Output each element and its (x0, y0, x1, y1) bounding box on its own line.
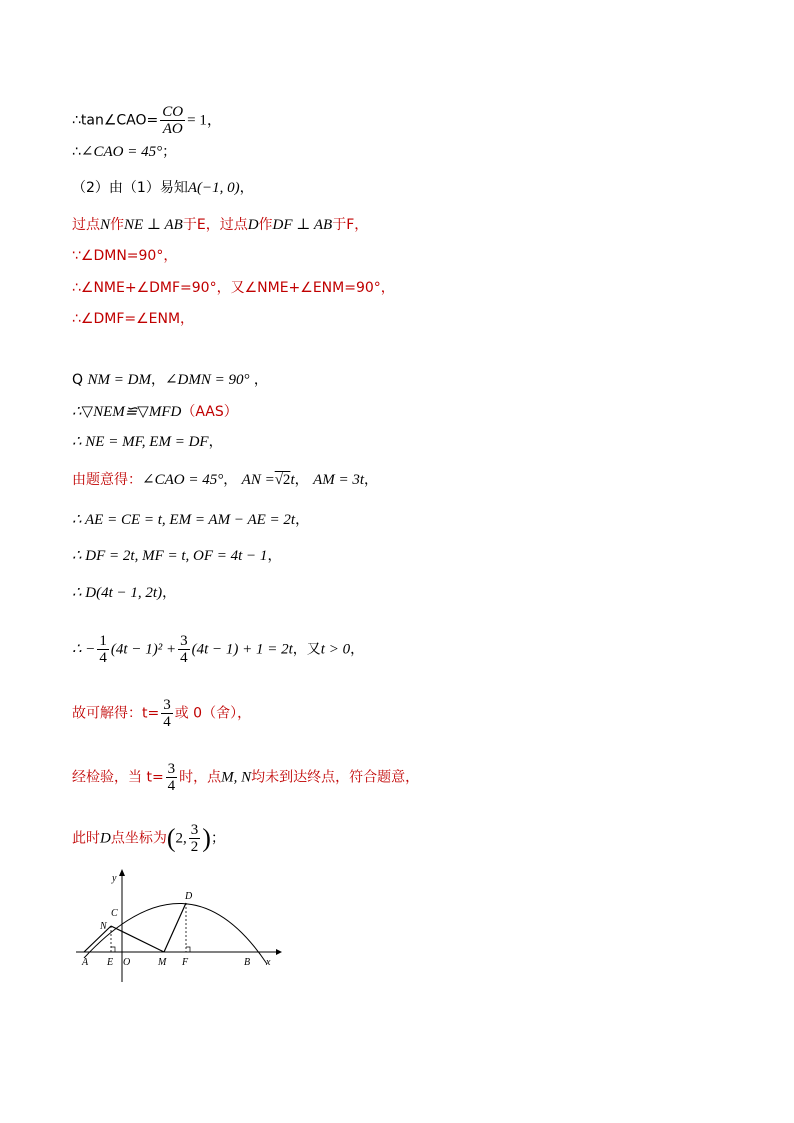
tan-prefix: ∴tan∠CAO= (72, 112, 159, 129)
line-18: 此时D点坐标为(2, $\frac{3}{2}$ )； (72, 822, 225, 855)
line-16: 故可解得：t= $\frac{3}{4}$ 或 0（舍）， (72, 697, 252, 730)
line-3: （2）由（1）易知A(−1, 0)， (72, 180, 254, 196)
fraction-t-check: $\frac{3}{4}$ (167, 761, 176, 794)
line-15: ∴ − $\frac{1}{4}$ (4t − 1)² + $\frac{3}{4}$ (4t − 1) + 1 = 2t，又t > 0， (72, 633, 365, 666)
line-8: Q NM = DM，∠DMN = 90° ， (72, 372, 268, 388)
svg-text:D: D (185, 891, 193, 902)
point-a: A(−1, 0) (187, 180, 240, 196)
fraction-co-ao: $\frac{CO}{AO}$ (162, 104, 184, 137)
svg-text:x: x (266, 957, 271, 968)
geometry-figure (72, 866, 282, 988)
equals-one: = 1， (187, 112, 222, 129)
parabola-diagram (72, 866, 282, 984)
line-9: ∴▽NEM≌▽MFD（AAS） (72, 404, 238, 420)
line-12: ∴ AE = CE = t, EM = AM − AE = 2t， (72, 512, 310, 528)
line-5: ∵∠DMN=90°， (72, 248, 178, 264)
line-7: ∴∠DMF=∠ENM， (72, 311, 195, 327)
svg-text:N: N (100, 921, 107, 932)
svg-text:E: E (107, 957, 114, 968)
line-1 (72, 104, 222, 137)
line-2: ∴∠CAO = 45°； (72, 144, 177, 160)
line-17: 经检验，当 t= $\frac{3}{4}$ 时，点M, N均未到达终点，符合题意， (72, 761, 420, 794)
svg-text:y: y (112, 873, 117, 884)
svg-text:A: A (82, 957, 89, 968)
svg-text:C: C (111, 908, 118, 919)
line-10: ∴ NE = MF, EM = DF， (72, 434, 223, 450)
fraction-t-value: $\frac{3}{4}$ (163, 697, 171, 730)
fraction-one-quarter: $\frac{1}{4}$ (99, 633, 107, 666)
fraction-three-quarters: $\frac{3}{4}$ (180, 633, 188, 666)
line-13: ∴ DF = 2t, MF = t, OF = 4t − 1， (72, 548, 282, 564)
svg-text:M: M (158, 957, 167, 968)
line-11: 由题意得：∠CAO = 45°， AN =√2t， AM = 3t， (72, 472, 379, 488)
line-4: 过点N作NE ⊥ AB于E，过点D作DF ⊥ AB于F， (72, 217, 369, 233)
line-14: ∴ D(4t − 1, 2t)， (72, 585, 177, 601)
svg-text:F: F (182, 957, 189, 968)
svg-text:B: B (244, 957, 251, 968)
svg-text:O: O (123, 957, 131, 968)
fraction-d-y: $\frac{3}{2}$ (190, 822, 199, 855)
angle-cao-45: ∠CAO = 45° (80, 144, 163, 160)
line-6: ∴∠NME+∠DMF=90°，又∠NME+∠ENM=90°， (72, 280, 395, 296)
